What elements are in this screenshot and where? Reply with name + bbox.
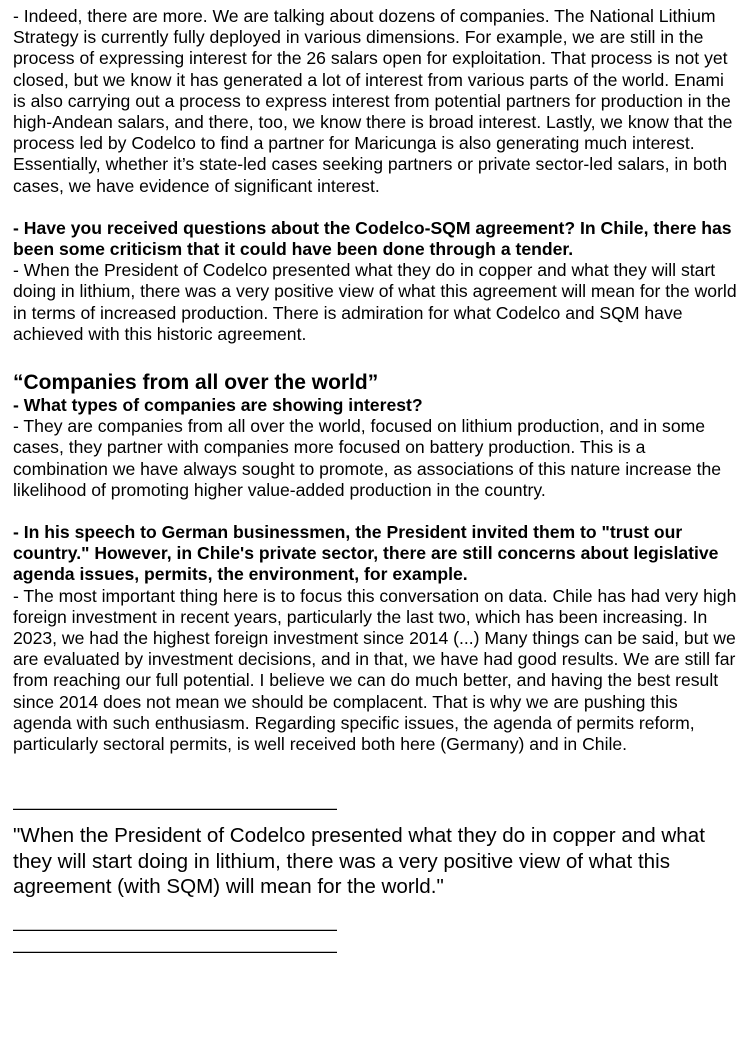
pull-quote: "When the President of Codelco presented what they do in copper and what they will start doing in lithium, there was a very positive view of what this agreement (with SQM) will mean for the world." (13, 824, 705, 899)
question-paragraph: - Have you received questions about the Codelco-SQM agreement? In Chile, there has been some criticism that it could have been done through a tender. (13, 217, 732, 260)
section-spacer (13, 904, 741, 918)
divider-line: —————————————————— (13, 918, 337, 939)
answer-paragraph: - They are companies from all over the world, focused on lithium production, and in some cases, they partner with companies more focused on battery production. This is a combination we have always sought to promote, as associations of this nature increase the likelihood of promoting higher value-added production in the country. (13, 416, 722, 500)
divider-line: —————————————————— (13, 940, 337, 961)
section-heading: “Companies from all over the world” (13, 371, 379, 395)
article-body (13, 6, 741, 962)
answer-paragraph: - Indeed, there are more. We are talking about dozens of companies. The National Lithium Strategy is currently fully deployed in various dimensions. For example, we are still in the process of expressing interest for the 26 salars open for exploitation. That process is not yet closed, but we know it has generated a lot of interest from various parts of the world. Enami is also carrying out a process to express interest from potential partners for production in the high-Andean salars, and there, too, we know there is broad interest. Lastly, we know that the process led by Codelco to find a partner for Maricunga is also generating much interest. Essentially, whether it’s state-led cases seeking partners or private sector-led salars, in both cases, we have evidence of significant interest. (13, 6, 733, 196)
paragraph-spacer (13, 501, 741, 522)
paragraph-spacer (13, 345, 741, 366)
divider-line: —————————————————— (13, 798, 337, 819)
paragraph-spacer (13, 197, 741, 218)
answer-paragraph: - When the President of Codelco presented what they do in copper and what they will start doing in lithium, there was a very positive view of what this agreement will mean for the world in terms of increased production. There is admiration for what Codelco and SQM have achieved with this historic agreement. (13, 260, 737, 344)
answer-paragraph: - The most important thing here is to focus this conversation on data. Chile has had very high foreign investment in recent years, particularly the last two, which has been increasing. In 2023, we had the highest foreign investment since 2014 (...) Many things can be said, but we are evaluated by investment decisions, and in that, we have had good results. We are still far from reaching our full potential. I believe we can do much better, and having the best result since 2014 does not mean we should be complacent. That is why we are pushing this agenda with such enthusiasm. Regarding specific issues, the agenda of permits reform, particularly sectoral permits, is well received both here (Germany) and in Chile. (13, 585, 737, 755)
question-paragraph: - In his speech to German businessmen, the President invited them to "trust our country." However, in Chile's private sector, there are still concerns about legislative agenda issues, permits, the environment, for example. (13, 522, 719, 585)
section-spacer (13, 755, 741, 797)
question-paragraph: - What types of companies are showing interest? (13, 395, 423, 416)
